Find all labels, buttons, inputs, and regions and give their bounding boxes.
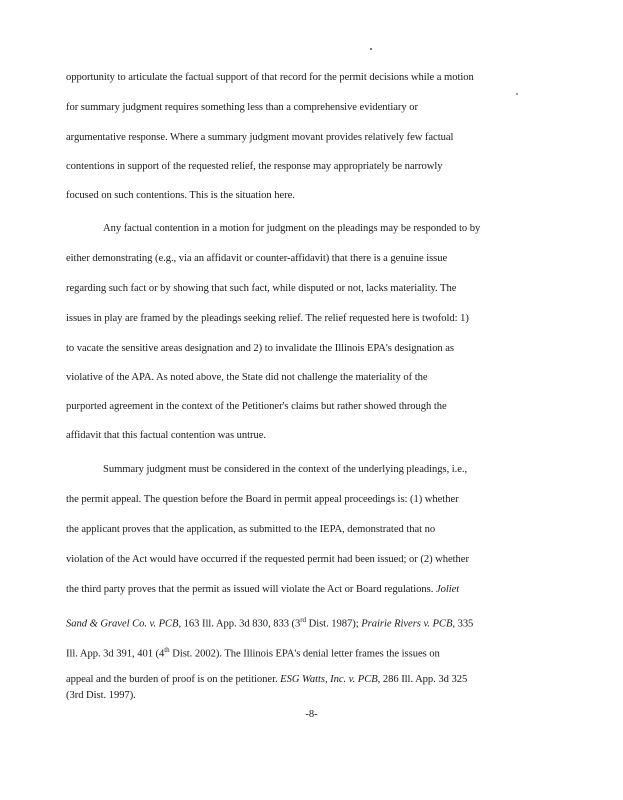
- scan-speck: [370, 48, 372, 50]
- paragraph-3-line-3: the applicant proves that the application, as submitted to the IEPA, demonstrated that no: [66, 524, 436, 535]
- page-number: -8-: [305, 709, 318, 720]
- paragraph-3-line-8: [66, 673, 467, 687]
- paragraph-1-line-5: focused on such contentions. This is the situation here.: [66, 190, 295, 201]
- line-text: the third party proves that the permit as issued will violate the Act or Board regulations.: [66, 584, 436, 595]
- paragraph-2-line-8: affidavit that this factual contention was untrue.: [66, 430, 266, 441]
- paragraph-2-line-3: regarding such fact or by showing that such fact, while disputed or not, lacks materiality. The: [66, 283, 457, 294]
- case-citation: Sand & Gravel Co. v. PCB,: [66, 618, 182, 630]
- paragraph-3-line-5: [66, 583, 459, 597]
- superscript: rd: [300, 616, 307, 624]
- paragraph-2-line-4: issues in play are framed by the pleadings seeking relief. The relief requested here is twofold: 1): [66, 313, 469, 324]
- paragraph-3-line-9: (3rd Dist. 1997).: [66, 690, 136, 701]
- line-text: Dist. 1987);: [306, 618, 362, 630]
- paragraph-1-line-1: opportunity to articulate the factual support of that record for the permit decisions while a motion: [66, 72, 474, 83]
- paragraph-3-line-1: Summary judgment must be considered in the context of the underlying pleadings, i.e.,: [103, 464, 468, 475]
- scan-speck: [516, 93, 518, 95]
- paragraph-1-line-3: argumentative response. Where a summary judgment movant provides relatively few factual: [66, 132, 454, 143]
- line-text: 286 Ill. App. 3d 325: [380, 674, 468, 685]
- paragraph-2-line-5: to vacate the sensitive areas designation and 2) to invalidate the Illinois EPA's designation as: [66, 343, 455, 354]
- paragraph-2-line-2: either demonstrating (e.g., via an affidavit or counter-affidavit) that there is a genuine issue: [66, 253, 448, 264]
- paragraph-1-line-2: for summary judgment requires something less than a comprehensive evidentiary or: [66, 102, 418, 113]
- paragraph-3-line-4: violation of the Act would have occurred if the requested permit had been issued; or (2) whether: [66, 554, 469, 565]
- line-text: Ill. App. 3d 391, 401 (4: [66, 648, 165, 660]
- paragraph-2-line-6: violative of the APA. As noted above, the State did not challenge the materiality of the: [66, 372, 428, 383]
- paragraph-3-line-6: [66, 613, 473, 632]
- line-text: 335: [454, 618, 474, 630]
- paragraph-3-line-7: [66, 643, 440, 662]
- line-text: 163 Ill. App. 3d 830, 833 (3: [181, 618, 301, 630]
- paragraph-2-line-7: purported agreement in the context of the Petitioner's claims but rather showed through the: [66, 401, 447, 412]
- superscript: th: [164, 646, 170, 654]
- line-text: appeal and the burden of proof is on the petitioner.: [66, 674, 281, 685]
- case-citation: ESG Watts, Inc. v. PCB,: [280, 674, 381, 685]
- case-citation: Joliet: [435, 584, 460, 595]
- case-citation: Prairie Rivers v. PCB,: [361, 618, 455, 630]
- paragraph-3-line-2: the permit appeal. The question before the Board in permit appeal proceedings is: (1) whether: [66, 494, 459, 505]
- line-text: Dist. 2002). The Illinois EPA's denial letter frames the issues on: [169, 648, 440, 660]
- paragraph-2-line-1: Any factual contention in a motion for judgment on the pleadings may be responded to by: [103, 223, 481, 234]
- paragraph-1-line-4: contentions in support of the requested relief, the response may appropriately be narrowly: [66, 161, 443, 172]
